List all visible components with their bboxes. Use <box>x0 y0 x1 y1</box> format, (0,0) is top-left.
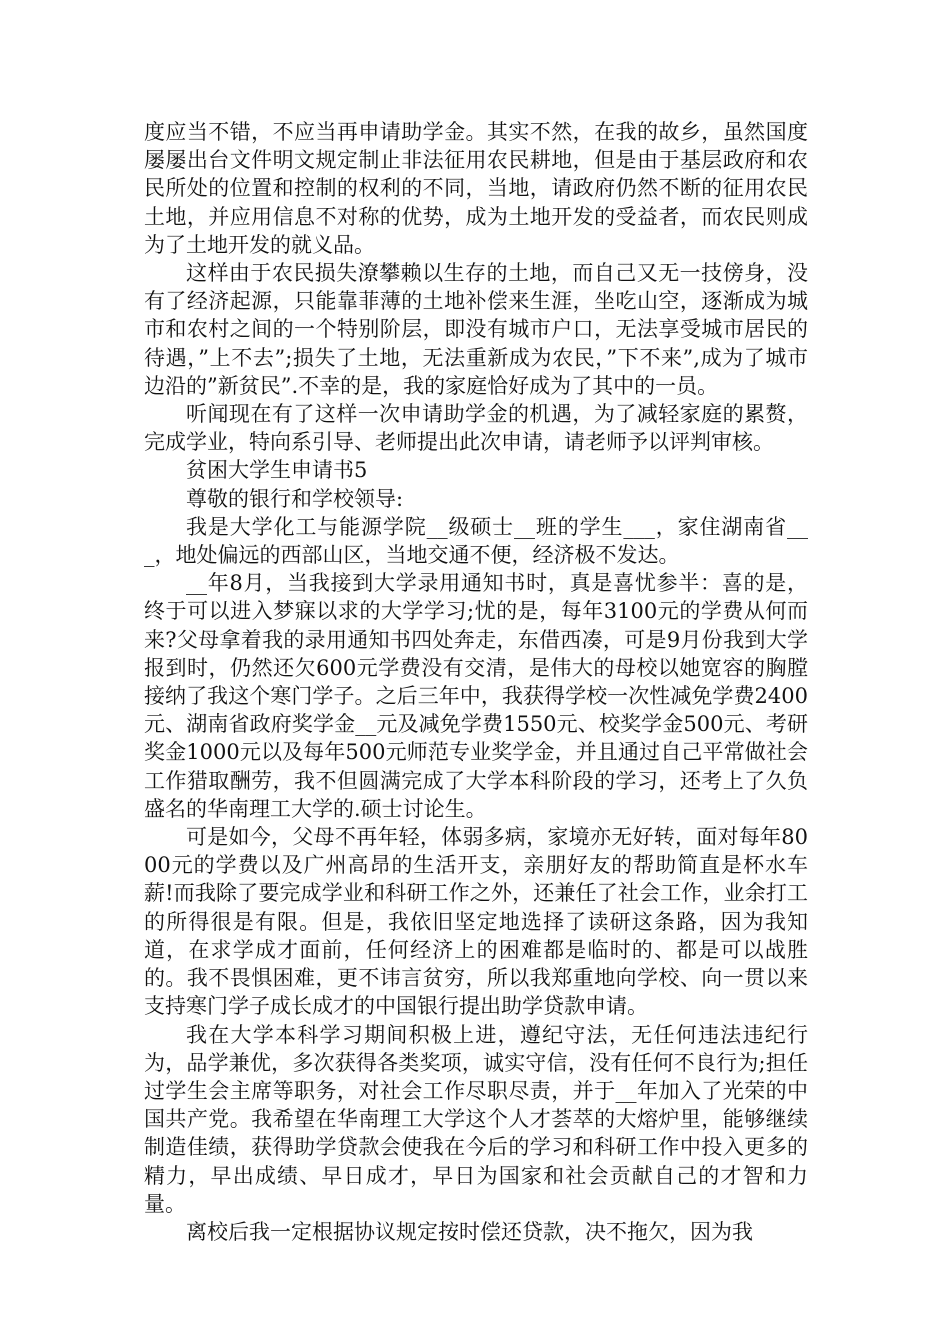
paragraph-application-request: 听闻现在有了这样一次申请助学金的机遇，为了减轻家庭的累赘，完成学业，特向系引导、老师提出此次申请，请老师予以评判审核。 <box>144 402 808 455</box>
document-page <box>144 118 808 1246</box>
section-heading: 贫困大学生申请书5 <box>186 458 368 483</box>
paragraph-repayment-promise: 离校后我一定根据协议规定按时偿还贷款，决不拖欠，因为我 <box>186 1219 753 1244</box>
paragraph-admission-story: __年8月，当我接到大学录用通知书时，真是喜忧参半：喜的是，终于可以进入梦寐以求的大学学习;忧的是，每年3100元的学费从何而来?父母拿着我的录用通知书四处奔走，东借西凑，可是9月份我到大学报到时，仍然还欠600元学费没有交清，是伟大的母校以她宽容的胸膛接纳了我这个寒门学子。之后三年中，我获得学校一次性减免学费2400元、湖南省政府奖学金__元及减免学费1550元、校奖学金500元、考研奖金1000元以及每年500元师范专业奖学金，并且通过自己平常做社会工作猎取酬劳，我不但圆满完成了大学本科阶段的学习，还考上了久负盛名的华南理工大学的.硕士讨论生。 <box>144 571 808 821</box>
paragraph-farmers-land: 这样由于农民损失潦攀赖以生存的土地，而自己又无一技傍身，没有了经济起源，只能靠菲薄的土地补偿来生涯，坐吃山空，逐渐成为城市和农村之间的一个特别阶层，即没有城市户口，无法享受城市居民的待遇，”上不去”;损失了土地，无法重新成为农民，”下不来”,成为了城市边沿的”新贫民”.不幸的是，我的家庭恰好成为了其中的一员。 <box>144 261 808 398</box>
paragraph-continuation: 度应当不错，不应当再申请助学金。其实不然，在我的故乡，虽然国度屡屡出台文件明文规定制止非法征用农民耕地，但是由于基层政府和农民所处的位置和控制的权利的不同，当地，请政府仍然不断的征用农民土地，并应用信息不对称的优势，成为土地开发的受益者，而农民则成为了土地开发的就义品。 <box>144 120 808 257</box>
paragraph-achievements: 我在大学本科学习期间积极上进，遵纪守法，无任何违法违纪行为，品学兼优，多次获得各类奖项，诚实守信，没有任何不良行为;担任过学生会主席等职务，对社会工作尽职尽责，并于__年加入了光荣的中国共产党。我希望在华南理工大学这个人才荟萃的大熔炉里，能够继续制造佳绩，获得助学贷款会使我在今后的学习和科研工作中投入更多的精力，早出成绩、早日成才，早日为国家和社会贡献自己的才智和力量。 <box>144 1022 808 1216</box>
paragraph-current-difficulty: 可是如今，父母不再年轻，体弱多病，家境亦无好转，面对每年8000元的学费以及广州高昂的生活开支，亲朋好友的帮助简直是杯水车薪!而我除了要完成学业和科研工作之外，还兼任了社会工作，业余打工的所得很是有限。但是，我依旧坚定地选择了读研这条路，因为我知道，在求学成才面前，任何经济上的困难都是临时的、都是可以战胜的。我不畏惧困难，更不讳言贫穷，所以我郑重地向学校、向一贯以来支持寒门学子成长成才的中国银行提出助学贷款申请。 <box>144 825 808 1019</box>
paragraph-introduction: 我是大学化工与能源学院__级硕士__班的学生___，家住湖南省___，地处偏远的西部山区，当地交通不便，经济极不发达。 <box>144 514 808 568</box>
salutation: 尊敬的银行和学校领导: <box>186 486 404 511</box>
